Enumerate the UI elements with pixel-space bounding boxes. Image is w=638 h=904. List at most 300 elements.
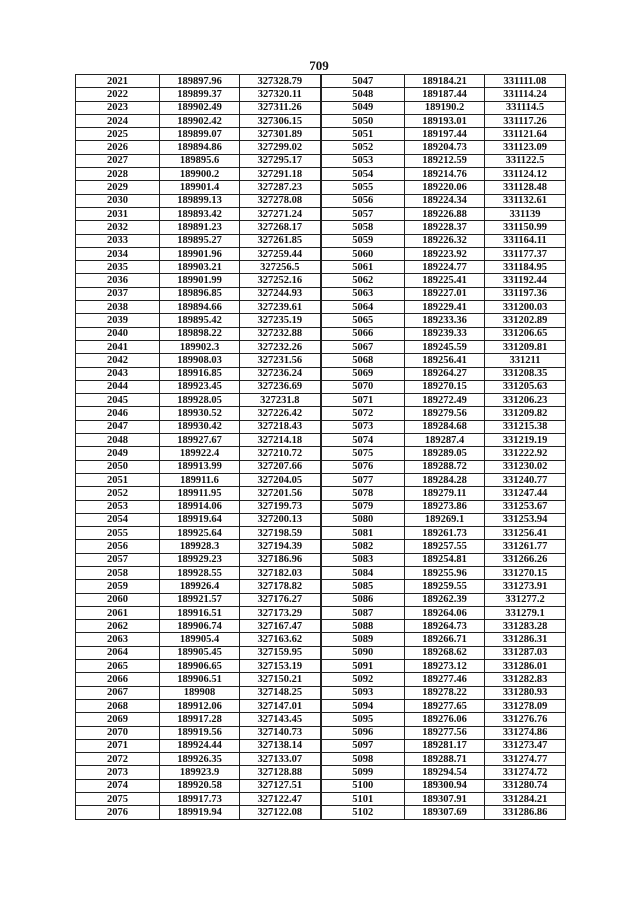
y-coordinate-left-cell: 327328.79 [240,75,321,88]
point-id-left-cell: 2047 [76,420,160,433]
y-coordinate-left-cell: 327176.27 [240,593,321,606]
y-coordinate-right-cell: 331197.36 [485,287,566,300]
table-row [76,274,566,287]
x-coordinate-right-cell: 189277.56 [405,726,485,739]
point-id-left-cell: 2069 [76,713,160,726]
x-coordinate-right-cell: 189276.06 [405,713,485,726]
point-id-left-cell: 2040 [76,327,160,340]
x-coordinate-left-cell: 189897.96 [160,75,240,88]
y-coordinate-right-cell: 331287.03 [485,646,566,659]
x-coordinate-right-cell: 189197.44 [405,128,485,141]
point-id-right-cell: 5086 [321,593,405,606]
x-coordinate-right-cell: 189294.54 [405,766,485,779]
y-coordinate-left-cell: 327291.18 [240,168,321,181]
point-id-right-cell: 5091 [321,660,405,673]
table-row [76,221,566,234]
x-coordinate-right-cell: 189256.41 [405,354,485,367]
point-id-left-cell: 2030 [76,194,160,207]
table-row [76,580,566,593]
x-coordinate-right-cell: 189284.28 [405,473,485,486]
point-id-right-cell: 5090 [321,646,405,659]
point-id-right-cell: 5074 [321,434,405,447]
y-coordinate-left-cell: 327207.66 [240,460,321,473]
x-coordinate-right-cell: 189287.4 [405,434,485,447]
point-id-left-cell: 2024 [76,114,160,127]
y-coordinate-left-cell: 327295.17 [240,154,321,167]
point-id-left-cell: 2034 [76,247,160,260]
point-id-right-cell: 5071 [321,394,405,407]
x-coordinate-left-cell: 189899.13 [160,194,240,207]
y-coordinate-right-cell: 331211 [485,354,566,367]
y-coordinate-left-cell: 327150.21 [240,673,321,686]
x-coordinate-left-cell: 189911.95 [160,487,240,500]
table-row [76,793,566,806]
point-id-left-cell: 2057 [76,553,160,566]
x-coordinate-right-cell: 189229.41 [405,301,485,314]
y-coordinate-left-cell: 327153.19 [240,660,321,673]
point-id-left-cell: 2042 [76,354,160,367]
x-coordinate-right-cell: 189272.49 [405,394,485,407]
point-id-left-cell: 2071 [76,739,160,752]
x-coordinate-left-cell: 189893.42 [160,207,240,220]
y-coordinate-right-cell: 331124.12 [485,168,566,181]
table-row [76,354,566,367]
x-coordinate-left-cell: 189927.67 [160,434,240,447]
point-id-right-cell: 5068 [321,354,405,367]
point-id-right-cell: 5063 [321,287,405,300]
y-coordinate-right-cell: 331278.09 [485,699,566,712]
x-coordinate-right-cell: 189281.17 [405,739,485,752]
point-id-right-cell: 5101 [321,793,405,806]
point-id-left-cell: 2039 [76,314,160,327]
y-coordinate-right-cell: 331150.99 [485,221,566,234]
point-id-left-cell: 2048 [76,434,160,447]
y-coordinate-left-cell: 327186.96 [240,553,321,566]
y-coordinate-right-cell: 331164.11 [485,234,566,247]
x-coordinate-right-cell: 189226.32 [405,234,485,247]
point-id-right-cell: 5067 [321,340,405,353]
point-id-left-cell: 2036 [76,274,160,287]
y-coordinate-left-cell: 327214.18 [240,434,321,447]
y-coordinate-right-cell: 331286.31 [485,633,566,646]
y-coordinate-left-cell: 327320.11 [240,88,321,101]
y-coordinate-right-cell: 331253.67 [485,500,566,513]
x-coordinate-right-cell: 189264.27 [405,367,485,380]
point-id-right-cell: 5098 [321,753,405,766]
y-coordinate-left-cell: 327236.24 [240,367,321,380]
x-coordinate-left-cell: 189899.07 [160,128,240,141]
y-coordinate-left-cell: 327138.14 [240,739,321,752]
y-coordinate-left-cell: 327271.24 [240,207,321,220]
point-id-left-cell: 2049 [76,447,160,460]
y-coordinate-left-cell: 327232.26 [240,340,321,353]
coordinates-table [75,74,566,820]
point-id-right-cell: 5073 [321,420,405,433]
x-coordinate-right-cell: 189227.01 [405,287,485,300]
x-coordinate-right-cell: 189273.12 [405,660,485,673]
point-id-right-cell: 5076 [321,460,405,473]
point-id-left-cell: 2028 [76,168,160,181]
x-coordinate-right-cell: 189266.71 [405,633,485,646]
y-coordinate-right-cell: 331274.72 [485,766,566,779]
table-row [76,473,566,486]
x-coordinate-left-cell: 189928.55 [160,566,240,579]
y-coordinate-right-cell: 331215.38 [485,420,566,433]
table-row [76,207,566,220]
x-coordinate-right-cell: 189226.88 [405,207,485,220]
point-id-left-cell: 2063 [76,633,160,646]
y-coordinate-left-cell: 327128.88 [240,766,321,779]
table-row [76,327,566,340]
point-id-right-cell: 5065 [321,314,405,327]
x-coordinate-right-cell: 189284.68 [405,420,485,433]
point-id-left-cell: 2072 [76,753,160,766]
table-row [76,88,566,101]
x-coordinate-right-cell: 189223.92 [405,247,485,260]
point-id-left-cell: 2055 [76,527,160,540]
point-id-right-cell: 5059 [321,234,405,247]
point-id-left-cell: 2044 [76,380,160,393]
y-coordinate-right-cell: 331128.48 [485,181,566,194]
x-coordinate-left-cell: 189894.86 [160,141,240,154]
y-coordinate-right-cell: 331266.26 [485,553,566,566]
y-coordinate-right-cell: 331282.83 [485,673,566,686]
table-row [76,686,566,699]
y-coordinate-right-cell: 331117.26 [485,114,566,127]
table-row [76,434,566,447]
x-coordinate-right-cell: 189224.34 [405,194,485,207]
y-coordinate-right-cell: 331206.65 [485,327,566,340]
point-id-right-cell: 5078 [321,487,405,500]
y-coordinate-right-cell: 331122.5 [485,154,566,167]
x-coordinate-right-cell: 189277.65 [405,699,485,712]
point-id-right-cell: 5064 [321,301,405,314]
y-coordinate-left-cell: 327178.82 [240,580,321,593]
x-coordinate-right-cell: 189278.22 [405,686,485,699]
coordinates-table-body [76,75,566,820]
table-row [76,75,566,88]
x-coordinate-right-cell: 189220.06 [405,181,485,194]
point-id-right-cell: 5069 [321,367,405,380]
y-coordinate-left-cell: 327231.56 [240,354,321,367]
point-id-right-cell: 5053 [321,154,405,167]
x-coordinate-left-cell: 189925.64 [160,527,240,540]
table-row [76,301,566,314]
point-id-left-cell: 2064 [76,646,160,659]
y-coordinate-left-cell: 327259.44 [240,247,321,260]
table-row [76,726,566,739]
y-coordinate-right-cell: 331184.95 [485,261,566,274]
table-row [76,699,566,712]
point-id-left-cell: 2021 [76,75,160,88]
x-coordinate-left-cell: 189896.85 [160,287,240,300]
y-coordinate-right-cell: 331206.23 [485,394,566,407]
point-id-right-cell: 5056 [321,194,405,207]
table-row [76,646,566,659]
point-id-right-cell: 5084 [321,566,405,579]
table-row [76,673,566,686]
table-row [76,620,566,633]
x-coordinate-right-cell: 189184.21 [405,75,485,88]
point-id-left-cell: 2074 [76,779,160,792]
point-id-right-cell: 5049 [321,101,405,114]
y-coordinate-left-cell: 327235.19 [240,314,321,327]
point-id-left-cell: 2065 [76,660,160,673]
point-id-right-cell: 5079 [321,500,405,513]
point-id-left-cell: 2076 [76,806,160,819]
point-id-right-cell: 5100 [321,779,405,792]
y-coordinate-left-cell: 327268.17 [240,221,321,234]
y-coordinate-left-cell: 327218.43 [240,420,321,433]
x-coordinate-left-cell: 189901.99 [160,274,240,287]
point-id-right-cell: 5099 [321,766,405,779]
x-coordinate-right-cell: 189269.1 [405,513,485,526]
y-coordinate-right-cell: 331139 [485,207,566,220]
y-coordinate-right-cell: 331277.2 [485,593,566,606]
y-coordinate-left-cell: 327167.47 [240,620,321,633]
y-coordinate-right-cell: 331132.61 [485,194,566,207]
x-coordinate-left-cell: 189913.99 [160,460,240,473]
x-coordinate-right-cell: 189288.72 [405,460,485,473]
y-coordinate-left-cell: 327163.62 [240,633,321,646]
point-id-left-cell: 2045 [76,394,160,407]
x-coordinate-right-cell: 189307.91 [405,793,485,806]
point-id-right-cell: 5055 [321,181,405,194]
y-coordinate-right-cell: 331192.44 [485,274,566,287]
point-id-left-cell: 2032 [76,221,160,234]
y-coordinate-left-cell: 327133.07 [240,753,321,766]
x-coordinate-left-cell: 189908.03 [160,354,240,367]
y-coordinate-right-cell: 331219.19 [485,434,566,447]
x-coordinate-left-cell: 189905.45 [160,646,240,659]
x-coordinate-right-cell: 189245.59 [405,340,485,353]
x-coordinate-right-cell: 189270.15 [405,380,485,393]
table-row [76,194,566,207]
table-row [76,753,566,766]
table-row [76,540,566,553]
x-coordinate-right-cell: 189255.96 [405,566,485,579]
x-coordinate-left-cell: 189923.45 [160,380,240,393]
point-id-left-cell: 2043 [76,367,160,380]
y-coordinate-left-cell: 327182.03 [240,566,321,579]
x-coordinate-right-cell: 189254.81 [405,553,485,566]
table-row [76,513,566,526]
x-coordinate-left-cell: 189920.58 [160,779,240,792]
table-row [76,713,566,726]
point-id-left-cell: 2070 [76,726,160,739]
y-coordinate-right-cell: 331230.02 [485,460,566,473]
point-id-right-cell: 5047 [321,75,405,88]
x-coordinate-right-cell: 189225.41 [405,274,485,287]
x-coordinate-right-cell: 189288.71 [405,753,485,766]
table-row [76,114,566,127]
point-id-left-cell: 2026 [76,141,160,154]
point-id-right-cell: 5097 [321,739,405,752]
table-row [76,101,566,114]
table-row [76,234,566,247]
point-id-right-cell: 5102 [321,806,405,819]
x-coordinate-left-cell: 189922.4 [160,447,240,460]
x-coordinate-left-cell: 189906.51 [160,673,240,686]
y-coordinate-right-cell: 331261.77 [485,540,566,553]
table-row [76,420,566,433]
x-coordinate-left-cell: 189902.42 [160,114,240,127]
point-id-right-cell: 5094 [321,699,405,712]
point-id-right-cell: 5077 [321,473,405,486]
y-coordinate-left-cell: 327306.15 [240,114,321,127]
x-coordinate-right-cell: 189233.36 [405,314,485,327]
x-coordinate-left-cell: 189911.6 [160,473,240,486]
point-id-left-cell: 2041 [76,340,160,353]
table-row [76,593,566,606]
y-coordinate-left-cell: 327127.51 [240,779,321,792]
y-coordinate-left-cell: 327173.29 [240,606,321,619]
point-id-right-cell: 5080 [321,513,405,526]
point-id-right-cell: 5083 [321,553,405,566]
point-id-right-cell: 5051 [321,128,405,141]
point-id-right-cell: 5085 [321,580,405,593]
point-id-right-cell: 5054 [321,168,405,181]
point-id-right-cell: 5052 [321,141,405,154]
y-coordinate-right-cell: 331279.1 [485,606,566,619]
x-coordinate-left-cell: 189902.49 [160,101,240,114]
x-coordinate-left-cell: 189921.57 [160,593,240,606]
y-coordinate-left-cell: 327140.73 [240,726,321,739]
point-id-left-cell: 2052 [76,487,160,500]
x-coordinate-right-cell: 189273.86 [405,500,485,513]
x-coordinate-right-cell: 189279.56 [405,407,485,420]
y-coordinate-right-cell: 331200.03 [485,301,566,314]
y-coordinate-left-cell: 327232.88 [240,327,321,340]
x-coordinate-left-cell: 189924.44 [160,739,240,752]
x-coordinate-left-cell: 189901.96 [160,247,240,260]
y-coordinate-right-cell: 331247.44 [485,487,566,500]
x-coordinate-left-cell: 189930.52 [160,407,240,420]
y-coordinate-right-cell: 331209.81 [485,340,566,353]
y-coordinate-right-cell: 331208.35 [485,367,566,380]
x-coordinate-left-cell: 189908 [160,686,240,699]
table-row [76,314,566,327]
x-coordinate-right-cell: 189264.06 [405,606,485,619]
x-coordinate-right-cell: 189193.01 [405,114,485,127]
point-id-right-cell: 5072 [321,407,405,420]
y-coordinate-right-cell: 331273.91 [485,580,566,593]
y-coordinate-left-cell: 327198.59 [240,527,321,540]
x-coordinate-right-cell: 189307.69 [405,806,485,819]
x-coordinate-right-cell: 189277.46 [405,673,485,686]
table-row [76,606,566,619]
y-coordinate-right-cell: 331205.63 [485,380,566,393]
table-row [76,739,566,752]
y-coordinate-left-cell: 327143.45 [240,713,321,726]
table-row [76,394,566,407]
table-row [76,806,566,819]
x-coordinate-left-cell: 189917.28 [160,713,240,726]
y-coordinate-left-cell: 327122.47 [240,793,321,806]
x-coordinate-left-cell: 189928.3 [160,540,240,553]
point-id-left-cell: 2022 [76,88,160,101]
point-id-right-cell: 5050 [321,114,405,127]
x-coordinate-right-cell: 189259.55 [405,580,485,593]
table-row [76,527,566,540]
table-row [76,380,566,393]
y-coordinate-right-cell: 331270.15 [485,566,566,579]
x-coordinate-left-cell: 189928.05 [160,394,240,407]
point-id-right-cell: 5057 [321,207,405,220]
table-row [76,128,566,141]
x-coordinate-left-cell: 189916.85 [160,367,240,380]
y-coordinate-right-cell: 331274.77 [485,753,566,766]
x-coordinate-right-cell: 189190.2 [405,101,485,114]
table-row [76,460,566,473]
x-coordinate-left-cell: 189906.74 [160,620,240,633]
x-coordinate-right-cell: 189261.73 [405,527,485,540]
y-coordinate-right-cell: 331202.89 [485,314,566,327]
point-id-left-cell: 2038 [76,301,160,314]
point-id-right-cell: 5082 [321,540,405,553]
x-coordinate-left-cell: 189916.51 [160,606,240,619]
table-row [76,766,566,779]
x-coordinate-right-cell: 189300.94 [405,779,485,792]
y-coordinate-left-cell: 327311.26 [240,101,321,114]
x-coordinate-right-cell: 189228.37 [405,221,485,234]
x-coordinate-left-cell: 189891.23 [160,221,240,234]
x-coordinate-left-cell: 189919.64 [160,513,240,526]
point-id-left-cell: 2035 [76,261,160,274]
table-row [76,141,566,154]
y-coordinate-right-cell: 331280.74 [485,779,566,792]
point-id-left-cell: 2066 [76,673,160,686]
table-row [76,168,566,181]
point-id-left-cell: 2050 [76,460,160,473]
point-id-left-cell: 2037 [76,287,160,300]
table-row [76,261,566,274]
x-coordinate-left-cell: 189917.73 [160,793,240,806]
point-id-right-cell: 5058 [321,221,405,234]
point-id-left-cell: 2059 [76,580,160,593]
point-id-left-cell: 2058 [76,566,160,579]
x-coordinate-left-cell: 189900.2 [160,168,240,181]
point-id-left-cell: 2046 [76,407,160,420]
x-coordinate-right-cell: 189289.05 [405,447,485,460]
x-coordinate-left-cell: 189895.42 [160,314,240,327]
table-row [76,247,566,260]
x-coordinate-left-cell: 189903.21 [160,261,240,274]
point-id-right-cell: 5088 [321,620,405,633]
x-coordinate-left-cell: 189906.65 [160,660,240,673]
y-coordinate-left-cell: 327159.95 [240,646,321,659]
y-coordinate-left-cell: 327301.89 [240,128,321,141]
point-id-right-cell: 5060 [321,247,405,260]
y-coordinate-right-cell: 331177.37 [485,247,566,260]
x-coordinate-left-cell: 189901.4 [160,181,240,194]
y-coordinate-right-cell: 331114.5 [485,101,566,114]
x-coordinate-left-cell: 189930.42 [160,420,240,433]
point-id-left-cell: 2073 [76,766,160,779]
table-row [76,500,566,513]
y-coordinate-right-cell: 331284.21 [485,793,566,806]
point-id-left-cell: 2053 [76,500,160,513]
point-id-right-cell: 5081 [321,527,405,540]
y-coordinate-left-cell: 327201.56 [240,487,321,500]
x-coordinate-right-cell: 189257.55 [405,540,485,553]
y-coordinate-right-cell: 331256.41 [485,527,566,540]
x-coordinate-left-cell: 189919.94 [160,806,240,819]
y-coordinate-left-cell: 327256.5 [240,261,321,274]
point-id-right-cell: 5087 [321,606,405,619]
x-coordinate-left-cell: 189905.4 [160,633,240,646]
x-coordinate-right-cell: 189262.39 [405,593,485,606]
